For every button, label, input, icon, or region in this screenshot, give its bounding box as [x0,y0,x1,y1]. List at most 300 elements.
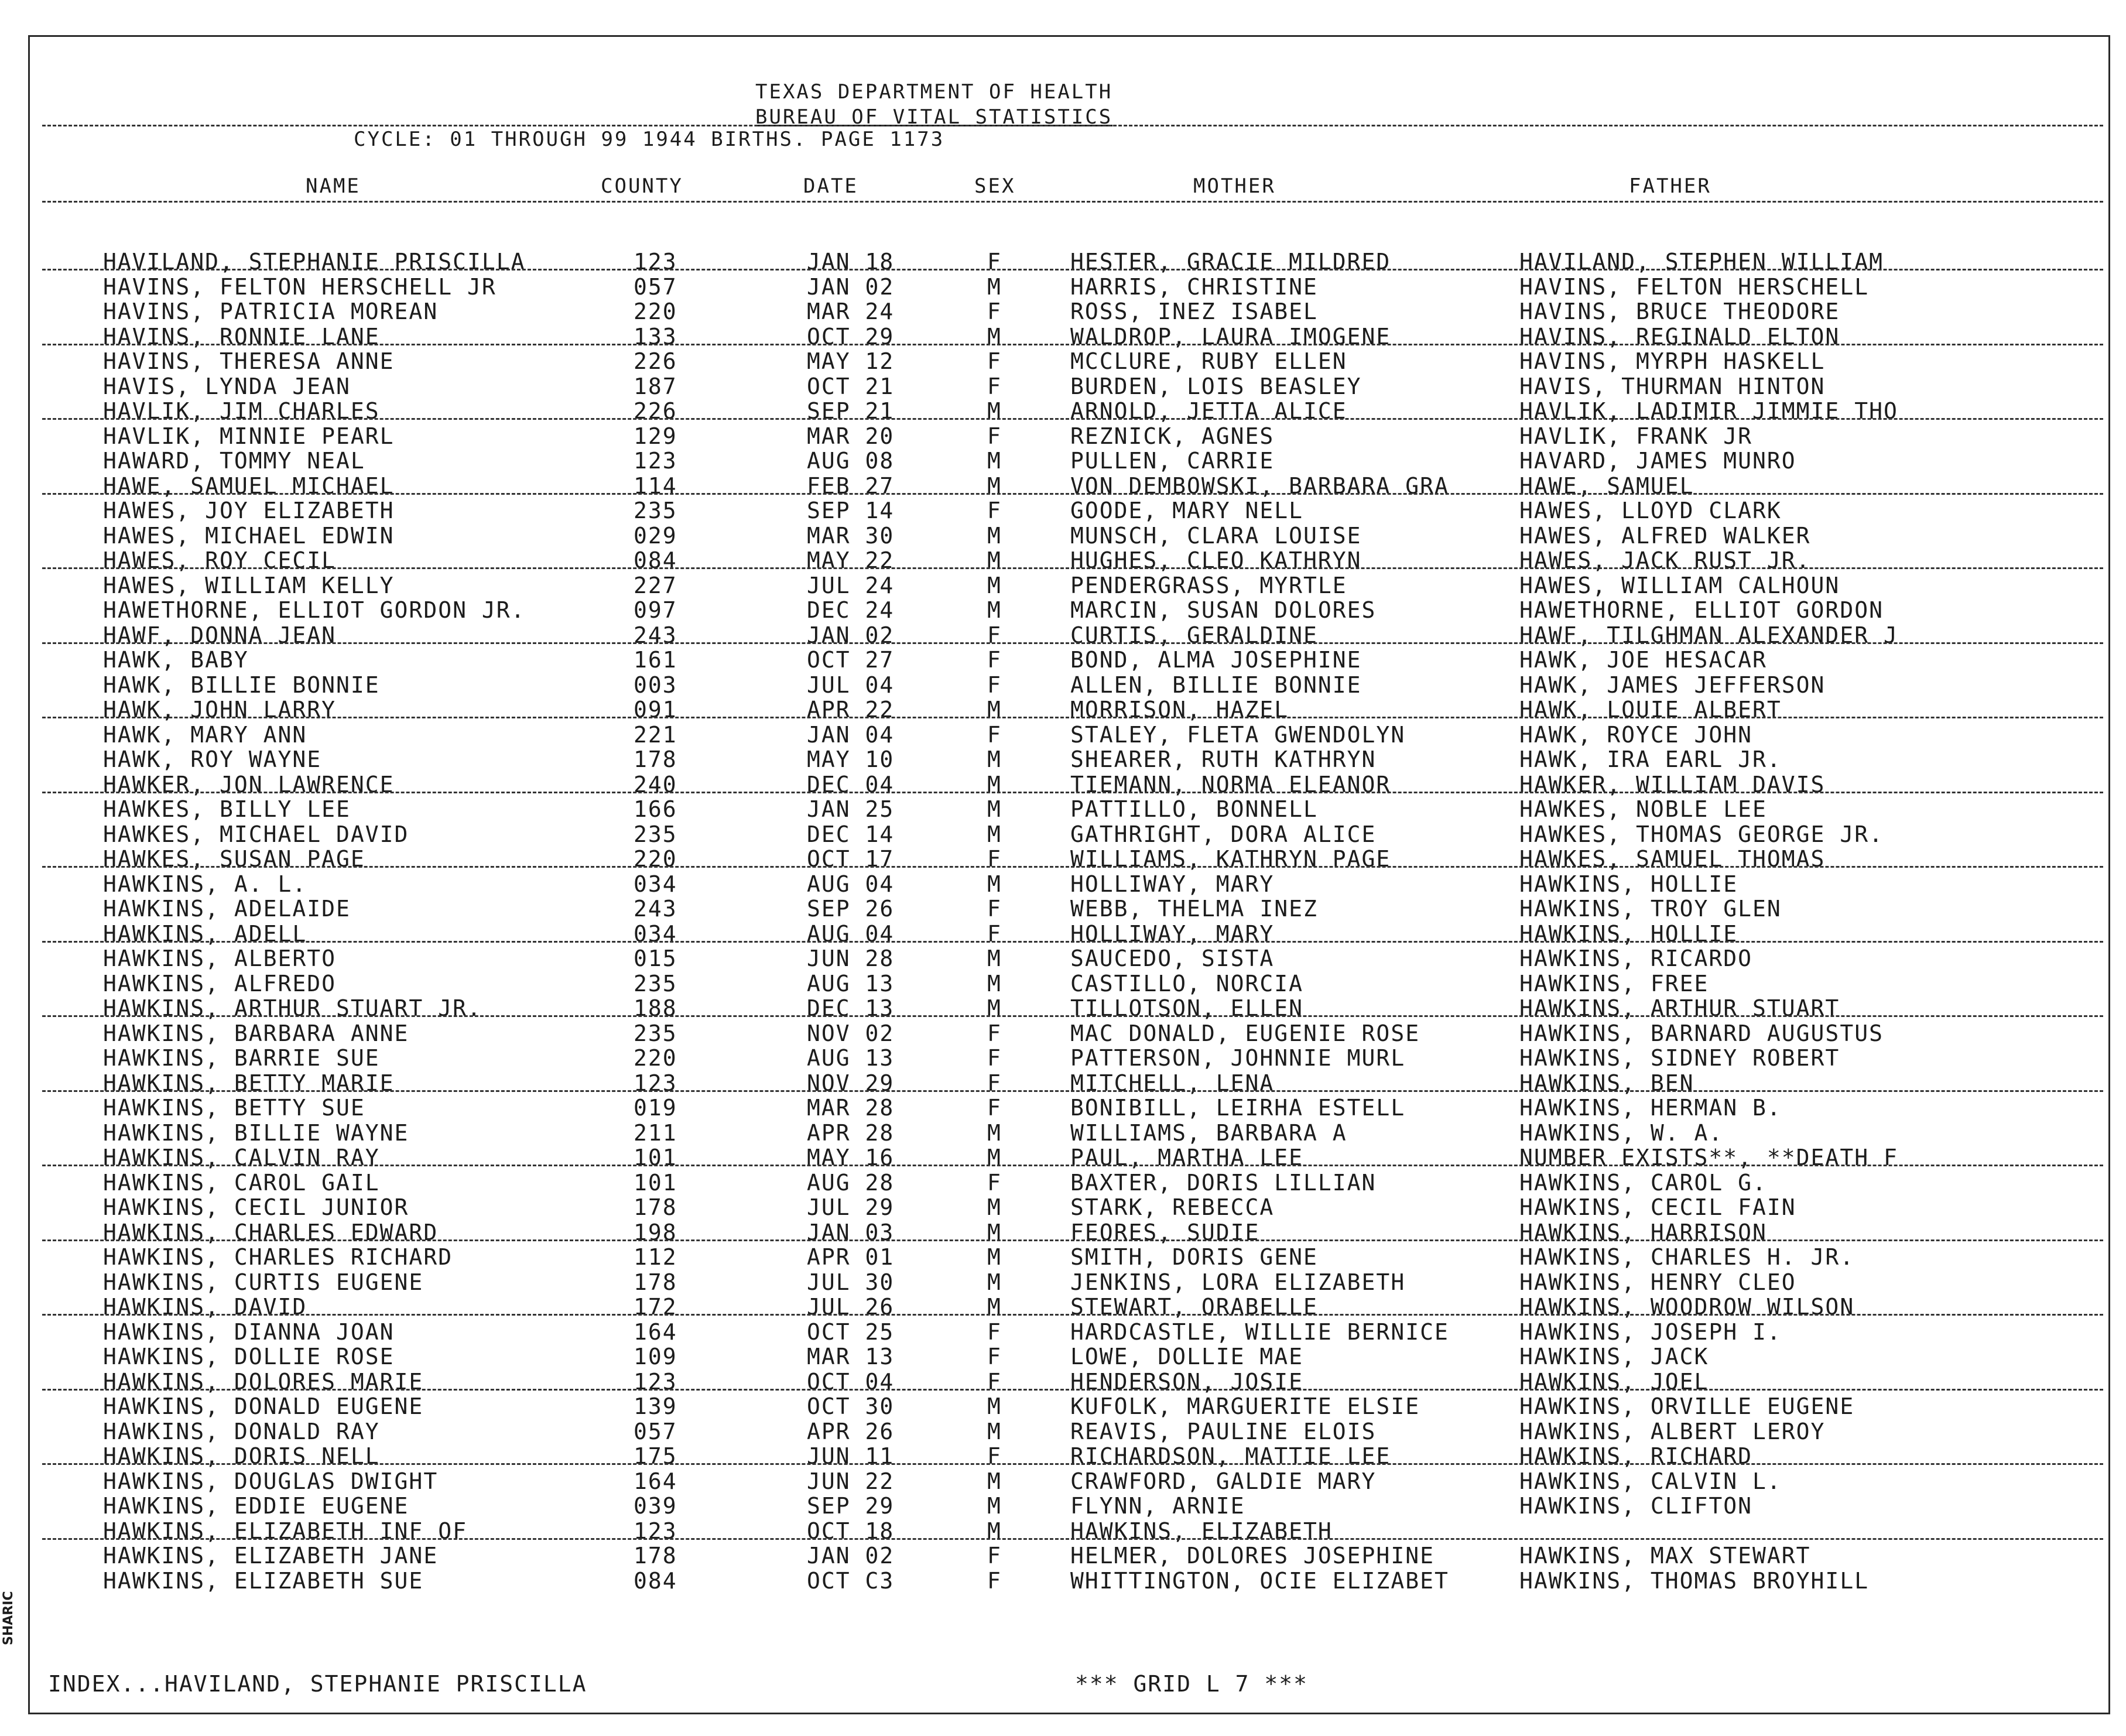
cell-date: MAR 30 [807,523,895,549]
column-header-sex: SEX [974,174,1016,198]
cell-mother: ARNOLD, JETTA ALICE [1070,398,1347,424]
cell-county: 129 [634,423,677,449]
cell-father: HAWKINS, JOSEPH I. [1519,1319,1782,1345]
cell-sex: M [987,1244,1002,1270]
cell-county: 235 [634,1021,677,1046]
cell-name: HAWK, ROY WAYNE [103,747,322,772]
cell-name: HAWK, BABY [103,647,249,673]
cell-sex: F [987,498,1002,523]
bureau-title: BUREAU OF VITAL STATISTICS [755,105,1113,129]
cell-sex: F [987,647,1002,673]
table-row [0,1393,2126,1419]
cell-date: OCT 30 [807,1393,895,1419]
table-row [0,946,2126,971]
cell-mother: SMITH, DORIS GENE [1070,1244,1318,1270]
cell-date: DEC 14 [807,821,895,847]
cell-mother: FEORES, SUDIE [1070,1220,1260,1245]
cell-sex: F [987,1045,1002,1071]
column-header-name: NAME [306,174,361,198]
cell-county: 123 [634,1369,677,1395]
cell-mother: WILLIAMS, BARBARA A [1070,1120,1347,1146]
cell-date: DEC 04 [807,772,895,797]
cell-date: OCT 21 [807,374,895,399]
table-row [0,1269,2126,1295]
cell-county: 057 [634,274,677,300]
cell-county: 015 [634,946,677,971]
cell-name: HAWKINS, CHARLES RICHARD [103,1244,453,1270]
cell-father: HAWKINS, BARNARD AUGUSTUS [1519,1021,1884,1046]
cell-name: HAWKINS, DONALD EUGENE [103,1393,424,1419]
cell-sex: M [987,274,1002,300]
cell-sex: F [987,299,1002,324]
table-row [0,1468,2126,1494]
cell-county: 166 [634,796,677,822]
cell-mother: REZNICK, AGNES [1070,423,1275,449]
cell-father: HAWKINS, CECIL FAIN [1519,1194,1796,1220]
cell-sex: F [987,1568,1002,1594]
cell-father: HAWKINS, W. A. [1519,1120,1724,1146]
side-mark: SHARIC [1,1591,16,1645]
cell-sex: M [987,448,1002,474]
table-row [0,896,2126,921]
cell-name: HAWKINS, A. L. [103,871,307,897]
cell-date: FEB 27 [807,473,895,499]
cell-name: HAWKINS, DOLORES MARIE [103,1369,424,1395]
cell-mother: HENDERSON, JOSIE [1070,1369,1304,1395]
cell-mother: HAWKINS, ELIZABETH [1070,1518,1333,1544]
cell-date: OCT 17 [807,846,895,872]
cell-date: DEC 13 [807,995,895,1021]
cell-county: 123 [634,1070,677,1096]
cell-name: HAWETHORNE, ELLIOT GORDON JR. [103,597,526,623]
cell-mother: HESTER, GRACIE MILDRED [1070,249,1391,275]
cell-mother: BOND, ALMA JOSEPHINE [1070,647,1362,673]
cell-father: HAWKINS, JACK [1519,1344,1709,1369]
cell-mother: VON DEMBOWSKI, BARBARA GRA [1070,473,1449,499]
cell-mother: WILLIAMS, KATHRYN PAGE [1070,846,1391,872]
cell-name: HAVIS, LYNDA JEAN [103,374,351,399]
cell-father: HAWKINS, RICARDO [1519,946,1753,971]
table-row [0,1319,2126,1344]
cell-county: 019 [634,1095,677,1121]
cell-father: HAVINS, BRUCE THEODORE [1519,299,1840,324]
cell-mother: HOLLIWAY, MARY [1070,871,1275,897]
cell-name: HAWKINS, CHARLES EDWARD [103,1220,439,1245]
cell-mother: PATTERSON, JOHNNIE MURL [1070,1045,1406,1071]
cell-father: HAVIS, THURMAN HINTON [1519,374,1826,399]
cell-date: MAY 16 [807,1145,895,1170]
table-row [0,1419,2126,1444]
cell-mother: STARK, REBECCA [1070,1194,1275,1220]
cell-mother: TIEMANN, NORMA ELEANOR [1070,772,1391,797]
cell-date: MAY 10 [807,747,895,772]
cell-name: HAWKINS, CALVIN RAY [103,1145,380,1170]
cycle-line: CYCLE: 01 THROUGH 99 1944 BIRTHS. PAGE 1173 [354,128,945,151]
cell-county: 034 [634,871,677,897]
grid-label: *** GRID L 7 *** [1075,1671,1309,1697]
cell-sex: F [987,1170,1002,1196]
table-row [0,1493,2126,1518]
cell-mother: JENKINS, LORA ELIZABETH [1070,1269,1406,1295]
cell-mother: HELMER, DOLORES JOSEPHINE [1070,1543,1435,1569]
cell-father: HAVARD, JAMES MUNRO [1519,448,1796,474]
cell-county: 178 [634,1543,677,1569]
cell-county: 235 [634,971,677,997]
cell-date: JAN 02 [807,622,895,648]
cell-sex: M [987,473,1002,499]
cell-date: JAN 04 [807,722,895,748]
cell-date: APR 01 [807,1244,895,1270]
table-row [0,971,2126,996]
cell-father: HAWK, JAMES JEFFERSON [1519,672,1826,698]
column-header-rule [42,201,2103,203]
cell-name: HAWKINS, DAVID [103,1294,307,1320]
cell-sex: F [987,423,1002,449]
table-row [0,348,2126,374]
cell-father: HAWKES, THOMAS GEORGE JR. [1519,821,1884,847]
cell-sex: F [987,374,1002,399]
cell-father: HAWE, SAMUEL [1519,473,1694,499]
cell-father: HAVILAND, STEPHEN WILLIAM [1519,249,1884,275]
cell-date: MAR 13 [807,1344,895,1369]
cell-county: 240 [634,772,677,797]
row-separator [42,1165,2103,1166]
cell-father: HAWES, JACK RUST JR. [1519,547,1811,573]
cell-name: HAVINS, FELTON HERSCHELL JR [103,274,497,300]
cell-father: HAWKINS, CALVIN L. [1519,1468,1782,1494]
table-row [0,1095,2126,1120]
row-separator [42,866,2103,868]
cell-date: OCT 18 [807,1518,895,1544]
cell-mother: PULLEN, CARRIE [1070,448,1275,474]
cell-father: HAWKINS, CAROL G. [1519,1170,1767,1196]
cell-name: HAWKER, JON LAWRENCE [103,772,395,797]
cell-father: HAWKINS, HARRISON [1519,1220,1767,1245]
cell-county: 123 [634,448,677,474]
cell-sex: M [987,523,1002,549]
cell-county: 084 [634,547,677,573]
cell-father: HAWKES, NOBLE LEE [1519,796,1767,822]
cell-date: SEP 26 [807,896,895,922]
header-rule [42,125,2103,126]
cell-father: HAVLIK, LADIMIR JIMMIE THO [1519,398,1898,424]
cell-date: OCT C3 [807,1568,895,1594]
index-label: INDEX...HAVILAND, STEPHANIE PRISCILLA [48,1671,587,1697]
cell-sex: F [987,1543,1002,1569]
cell-father: HAWK, IRA EARL JR. [1519,747,1782,772]
table-row [0,523,2126,548]
row-separator [42,1015,2103,1017]
cell-date: OCT 25 [807,1319,895,1345]
cell-name: HAVLIK, MINNIE PEARL [103,423,395,449]
cell-county: 220 [634,299,677,324]
cell-county: 187 [634,374,677,399]
cell-father: HAWKINS, FREE [1519,971,1709,997]
cell-county: 097 [634,597,677,623]
cell-mother: MUNSCH, CLARA LOUISE [1070,523,1362,549]
table-row [0,747,2126,772]
cell-county: 003 [634,672,677,698]
cell-county: 178 [634,747,677,772]
row-separator [42,792,2103,793]
table-row [0,871,2126,896]
cell-date: OCT 04 [807,1369,895,1395]
cell-county: 211 [634,1120,677,1146]
cell-county: 101 [634,1145,677,1170]
cell-name: HAWKINS, BARBARA ANNE [103,1021,409,1046]
table-row [0,1170,2126,1195]
cell-father: HAWKINS, HENRY CLEO [1519,1269,1796,1295]
cell-mother: CRAWFORD, GALDIE MARY [1070,1468,1377,1494]
cell-name: HAWKES, SUSAN PAGE [103,846,365,872]
cell-county: 178 [634,1269,677,1295]
table-row [0,1120,2126,1145]
cell-father: HAWES, LLOYD CLARK [1519,498,1782,523]
cell-county: 101 [634,1170,677,1196]
cell-mother: GOODE, MARY NELL [1070,498,1304,523]
cell-name: HAWKINS, ADELAIDE [103,896,351,922]
cell-date: AUG 04 [807,871,895,897]
cell-father: HAVINS, REGINALD ELTON [1519,324,1840,350]
row-separator [42,418,2103,420]
cell-sex: F [987,921,1002,947]
cell-date: APR 26 [807,1419,895,1444]
cell-date: JAN 02 [807,274,895,300]
cell-date: JAN 18 [807,249,895,275]
cell-name: HAWES, JOY ELIZABETH [103,498,395,523]
cell-father: HAWKES, SAMUEL THOMAS [1519,846,1826,872]
cell-sex: M [987,1294,1002,1320]
cell-name: HAWKINS, ELIZABETH INF OF [103,1518,467,1544]
cell-date: OCT 29 [807,324,895,350]
cell-county: 220 [634,846,677,872]
cell-mother: KUFOLK, MARGUERITE ELSIE [1070,1393,1420,1419]
cell-mother: STEWART, ORABELLE [1070,1294,1318,1320]
cell-father: HAVINS, FELTON HERSCHELL [1519,274,1870,300]
cell-county: 161 [634,647,677,673]
cell-mother: MCCLURE, RUBY ELLEN [1070,348,1347,374]
table-row [0,1543,2126,1568]
cell-date: AUG 08 [807,448,895,474]
cell-name: HAWKES, MICHAEL DAVID [103,821,409,847]
cell-sex: M [987,1120,1002,1146]
cell-name: HAWES, ROY CECIL [103,547,337,573]
cell-county: 220 [634,1045,677,1071]
cell-sex: F [987,846,1002,872]
row-separator [42,1090,2103,1092]
cell-name: HAWKINS, DOUGLAS DWIGHT [103,1468,439,1494]
cell-date: JUN 28 [807,946,895,971]
cell-sex: M [987,547,1002,573]
cell-name: HAVINS, PATRICIA MOREAN [103,299,439,324]
cell-county: 226 [634,348,677,374]
table-row [0,1045,2126,1070]
cell-mother: GATHRIGHT, DORA ALICE [1070,821,1377,847]
row-separator [42,1389,2103,1391]
cell-mother: MITCHELL, LENA [1070,1070,1275,1096]
cell-mother: RICHARDSON, MATTIE LEE [1070,1443,1391,1469]
cell-sex: F [987,896,1002,922]
cell-mother: FLYNN, ARNIE [1070,1493,1245,1519]
table-row [0,672,2126,697]
cell-sex: M [987,995,1002,1021]
cell-name: HAWKINS, ADELL [103,921,307,947]
cell-county: 172 [634,1294,677,1320]
cell-name: HAWKINS, DIANNA JOAN [103,1319,395,1345]
cell-county: 235 [634,498,677,523]
cell-county: 243 [634,896,677,922]
cell-date: SEP 21 [807,398,895,424]
cell-mother: CURTIS, GERALDINE [1070,622,1318,648]
table-row [0,374,2126,399]
cell-mother: BONIBILL, LEIRHA ESTELL [1070,1095,1406,1121]
cell-father: HAWF, TILGHMAN ALEXANDER J [1519,622,1898,648]
column-header-mother: MOTHER [1193,174,1276,198]
cell-date: NOV 02 [807,1021,895,1046]
cell-name: HAWKINS, BILLIE WAYNE [103,1120,409,1146]
row-separator [42,493,2103,495]
cell-father: HAVINS, MYRPH HASKELL [1519,348,1826,374]
cell-mother: PENDERGRASS, MYRTLE [1070,573,1347,598]
cell-county: 221 [634,722,677,748]
cell-sex: M [987,1269,1002,1295]
column-header-county: COUNTY [601,174,683,198]
cell-name: HAWES, MICHAEL EDWIN [103,523,395,549]
cell-father: HAWKINS, ALBERT LEROY [1519,1419,1826,1444]
cell-date: MAY 22 [807,547,895,573]
cell-father: HAVLIK, FRANK JR [1519,423,1753,449]
cell-sex: F [987,249,1002,275]
cell-name: HAWF, DONNA JEAN [103,622,337,648]
cell-father: HAWETHORNE, ELLIOT GORDON [1519,597,1884,623]
table-row [0,597,2126,622]
cell-mother: TILLOTSON, ELLEN [1070,995,1304,1021]
cell-county: 112 [634,1244,677,1270]
cell-father: HAWK, LOUIE ALBERT [1519,697,1782,723]
cell-mother: WEBB, THELMA INEZ [1070,896,1318,922]
cell-sex: F [987,1369,1002,1395]
cell-date: APR 22 [807,697,895,723]
cell-county: 175 [634,1443,677,1469]
cell-father: HAWES, WILLIAM CALHOUN [1519,573,1840,598]
cell-father: HAWK, JOE HESACAR [1519,647,1767,673]
cell-mother: HARRIS, CHRISTINE [1070,274,1318,300]
cell-county: 057 [634,1419,677,1444]
cell-county: 114 [634,473,677,499]
cell-father: HAWKINS, BEN [1519,1070,1694,1096]
cell-sex: M [987,398,1002,424]
cell-mother: ALLEN, BILLIE BONNIE [1070,672,1362,698]
cell-date: SEP 14 [807,498,895,523]
cell-county: 039 [634,1493,677,1519]
cell-date: MAR 20 [807,423,895,449]
cell-name: HAWK, BILLIE BONNIE [103,672,380,698]
table-row [0,1194,2126,1220]
cell-name: HAVINS, RONNIE LANE [103,324,380,350]
cell-mother: PATTILLO, BONNELL [1070,796,1318,822]
cell-name: HAWKINS, ALBERTO [103,946,337,971]
cell-date: AUG 04 [807,921,895,947]
cell-sex: M [987,971,1002,997]
cell-father: HAWKINS, JOEL [1519,1369,1709,1395]
cell-name: HAVLIK, JIM CHARLES [103,398,380,424]
column-header-date: DATE [803,174,858,198]
row-separator [42,269,2103,270]
cell-name: HAWKINS, ELIZABETH SUE [103,1568,424,1594]
cell-name: HAWK, JOHN LARRY [103,697,337,723]
cell-sex: F [987,1344,1002,1369]
cell-mother: HOLLIWAY, MARY [1070,921,1275,947]
cell-father: HAWKER, WILLIAM DAVIS [1519,772,1826,797]
cell-mother: BURDEN, LOIS BEASLEY [1070,374,1362,399]
cell-date: JUN 22 [807,1468,895,1494]
cell-mother: SHEARER, RUTH KATHRYN [1070,747,1377,772]
cell-mother: HUGHES, CLEO KATHRYN [1070,547,1362,573]
cell-father: HAWKINS, MAX STEWART [1519,1543,1811,1569]
cell-sex: M [987,1220,1002,1245]
cell-sex: F [987,672,1002,698]
cell-sex: F [987,1095,1002,1121]
cell-county: 091 [634,697,677,723]
cell-mother: CASTILLO, NORCIA [1070,971,1304,997]
cell-name: HAWKINS, BETTY MARIE [103,1070,395,1096]
table-row [0,722,2126,747]
cell-sex: M [987,821,1002,847]
cell-sex: F [987,1021,1002,1046]
row-separator [42,941,2103,943]
cell-county: 034 [634,921,677,947]
cell-name: HAVILAND, STEPHANIE PRISCILLA [103,249,526,275]
cell-name: HAWARD, TOMMY NEAL [103,448,365,474]
cell-county: 243 [634,622,677,648]
cell-father: HAWES, ALFRED WALKER [1519,523,1811,549]
cell-county: 123 [634,249,677,275]
cell-father: HAWKINS, CHARLES H. JR. [1519,1244,1855,1270]
cell-sex: F [987,348,1002,374]
cell-county: 188 [634,995,677,1021]
cell-date: OCT 27 [807,647,895,673]
cell-name: HAWKINS, BETTY SUE [103,1095,365,1121]
cell-father: HAWKINS, HOLLIE [1519,921,1738,947]
table-row [0,299,2126,324]
cell-county: 109 [634,1344,677,1369]
cell-date: JUL 29 [807,1194,895,1220]
cell-father: HAWKINS, THOMAS BROYHILL [1519,1568,1870,1594]
cell-date: JAN 25 [807,796,895,822]
cell-date: NOV 29 [807,1070,895,1096]
cell-name: HAWKES, BILLY LEE [103,796,351,822]
cell-sex: M [987,1393,1002,1419]
cell-date: JUN 11 [807,1443,895,1469]
cell-name: HAWKINS, ELIZABETH JANE [103,1543,439,1569]
row-separator [42,1239,2103,1241]
cell-father: HAWKINS, RICHARD [1519,1443,1753,1469]
cell-name: HAWKINS, EDDIE EUGENE [103,1493,409,1519]
cell-county: 198 [634,1220,677,1245]
cell-sex: M [987,796,1002,822]
cell-date: JUL 24 [807,573,895,598]
cell-name: HAWKINS, DONALD RAY [103,1419,380,1444]
cell-sex: M [987,772,1002,797]
row-separator [42,642,2103,644]
cell-father: HAWKINS, HERMAN B. [1519,1095,1782,1121]
cell-mother: LOWE, DOLLIE MAE [1070,1344,1304,1369]
cell-name: HAWKINS, DOLLIE ROSE [103,1344,395,1369]
cell-mother: BAXTER, DORIS LILLIAN [1070,1170,1377,1196]
cell-father: HAWKINS, WOODROW WILSON [1519,1294,1855,1320]
cell-sex: M [987,1468,1002,1494]
cell-county: 164 [634,1468,677,1494]
